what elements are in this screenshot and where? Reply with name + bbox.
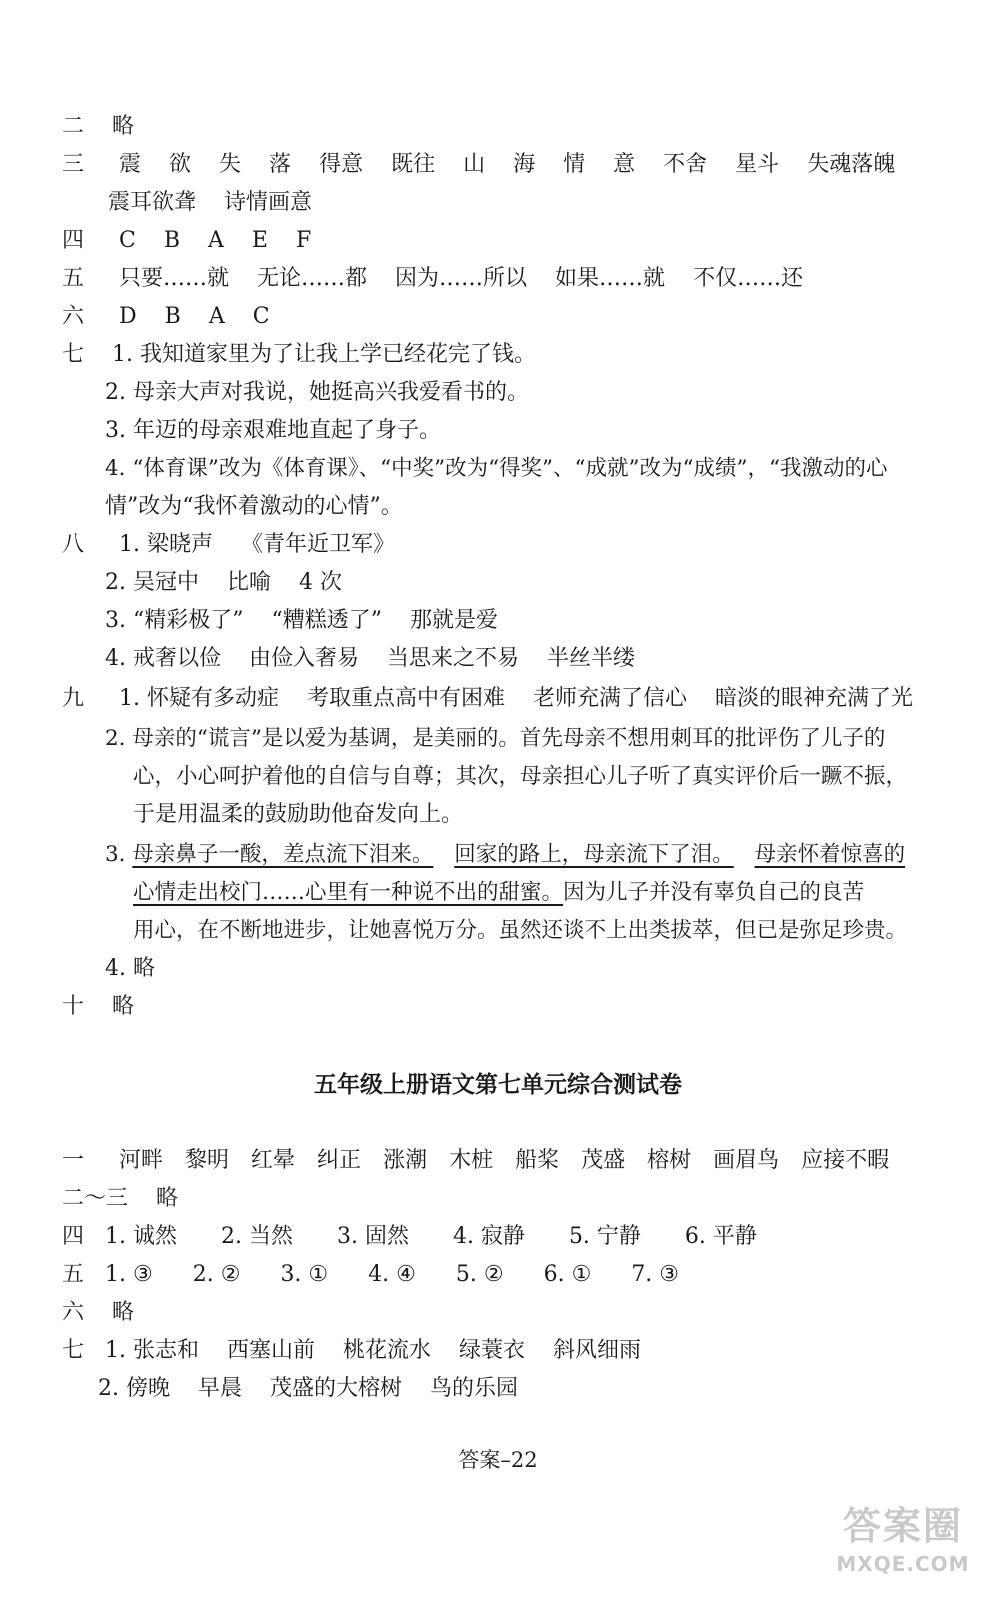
q8-line4 (105, 644, 635, 674)
watermark-text: 答案圈 (842, 1504, 963, 1548)
q9-line2a: 2. 母亲的“谎言”是以爱为基调，是美丽的。首先母亲不想用刺耳的批评伤了儿子的 (105, 726, 886, 751)
q10-line (62, 992, 134, 1022)
q-label: 四 (62, 228, 85, 253)
answer: 老师充满了信心 (533, 686, 688, 711)
q7-line4b: 情”改为“我怀着激动的心情”。 (105, 494, 403, 519)
answer: 比喻 (226, 570, 271, 595)
answer: 欲 (169, 152, 192, 177)
page-number: 答案–22 (458, 1448, 538, 1472)
answer: 只要……就 (119, 266, 230, 291)
q-label: 七 (62, 342, 85, 367)
section-title: 五年级上册语文第七单元综合测试卷 (314, 1072, 682, 1098)
answer: 6. 平静 (684, 1224, 757, 1249)
q-label: 六 (62, 1300, 85, 1325)
q9-line2b: 心，小心呵护着他的自信与自尊；其次，母亲担心儿子听了真实评价后一蹶不振， (133, 764, 908, 789)
q9-line1 (62, 684, 913, 714)
answer: 略 (112, 994, 135, 1019)
s2-q6-line (62, 1298, 134, 1328)
answer: 山 (463, 152, 486, 177)
q4-line (62, 226, 311, 256)
answer: 斜风细雨 (553, 1338, 642, 1363)
s2-q1-line (62, 1146, 889, 1176)
s2-q7-line2 (98, 1374, 518, 1404)
watermark-url: MXQE.COM (836, 1552, 970, 1576)
q9-line3c: 用心，在不断地进步，让她喜悦万分。虽然还谈不上出类拔萃，但已是弥足珍贵。 (133, 918, 908, 943)
answer: “糟糕透了” (271, 608, 382, 633)
q3-line2 (108, 188, 312, 218)
answer: F (295, 228, 312, 253)
answer: 暗淡的眼神充满了光 (715, 686, 914, 711)
answer: 略 (112, 1300, 135, 1325)
underlined-sentence: 母亲怀着惊喜的 (754, 842, 906, 867)
q-label: 八 (62, 532, 85, 557)
watermark-logo (828, 1500, 978, 1590)
answer: 6. ① (543, 1262, 592, 1287)
answer: 船桨 (515, 1148, 560, 1173)
q-label: 二～三 (62, 1186, 129, 1211)
answer: 红晕 (251, 1148, 296, 1173)
answer: 绿蓑衣 (459, 1338, 526, 1363)
answer: 不仅……还 (693, 266, 804, 291)
answer: 茂盛 (581, 1148, 626, 1173)
answer: 失魂落魄 (807, 152, 896, 177)
answer: C (119, 228, 136, 253)
q-label: 十 (62, 994, 85, 1019)
answer: 早晨 (197, 1376, 242, 1401)
q-label: 四 (62, 1224, 85, 1249)
q-label: 五 (62, 266, 85, 291)
answer: 考取重点高中有困难 (306, 686, 505, 711)
answer: 3. 固然 (336, 1224, 409, 1249)
answer: B (164, 304, 181, 329)
answer: B (163, 228, 181, 253)
answer: 1. 梁晓声 (119, 532, 213, 557)
answer: 意 (613, 152, 636, 177)
answer: 2. 吴冠中 (105, 570, 199, 595)
answer: 5. 宁静 (568, 1224, 641, 1249)
answer: 落 (269, 152, 292, 177)
answer: 因为……所以 (395, 266, 528, 291)
answer: 5. ② (455, 1262, 504, 1287)
q-label: 二 (62, 114, 85, 139)
q9-line3a (105, 840, 905, 870)
answer: C (252, 304, 270, 329)
q7-line3: 3. 年迈的母亲艰难地直起了身子。 (105, 418, 441, 443)
answer: 3. “精彩极了” (105, 608, 244, 633)
underlined-sentence: 母亲鼻子一酸，差点流下泪来。 (132, 842, 434, 867)
q8-line1 (62, 530, 395, 560)
q6-line (62, 302, 270, 332)
answer: 1. 怀疑有多动症 (119, 686, 279, 711)
q7-line2: 2. 母亲大声对我说，她挺高兴我爱看书的。 (105, 380, 529, 405)
answer: 1. ③ (105, 1262, 153, 1287)
answer: 那就是爱 (409, 608, 498, 633)
answer: 当思来之不易 (387, 646, 520, 671)
answer: 失 (219, 152, 242, 177)
answer: 震耳欲聋 (108, 190, 197, 215)
answer: 2. 当然 (220, 1224, 293, 1249)
answer: 情 (563, 152, 586, 177)
answer: 桃花流水 (343, 1338, 432, 1363)
answer: 2. ② (192, 1262, 241, 1287)
q7-line1 (62, 340, 536, 370)
answer: 无论……都 (257, 266, 368, 291)
answer: 4. 戒奢以俭 (105, 646, 221, 671)
q9-line2c: 于是用温柔的鼓励助他奋发向上。 (133, 802, 464, 827)
answer: 3. ① (280, 1262, 329, 1287)
answer: 榕树 (647, 1148, 692, 1173)
q-label: 五 (62, 1262, 85, 1287)
q3-line (62, 150, 895, 180)
q-label: 一 (62, 1148, 85, 1173)
s2-q7-line1 (62, 1336, 641, 1366)
answer: 既往 (391, 152, 436, 177)
answer: 7. ③ (631, 1262, 680, 1287)
answer: 震 (119, 152, 142, 177)
answer: 4. ④ (368, 1262, 416, 1287)
q9-line3b (133, 878, 864, 908)
answer: 略 (112, 114, 135, 139)
answer: 黎明 (185, 1148, 230, 1173)
answer: 星斗 (735, 152, 780, 177)
q9-line4: 4. 略 (105, 956, 155, 981)
underlined-sentence: 心情走出校门……心里有一种说不出的甜蜜。 (133, 880, 564, 905)
answer-num: 3. (105, 842, 126, 867)
q7-line4a: 4. “体育课”改为《体育课》、“中奖”改为“得奖”、“成就”改为“成绩”，“我激动的心 (105, 456, 888, 481)
answer: 1. 张志和 (105, 1338, 199, 1363)
answer: 1. 我知道家里为了让我上学已经花完了钱。 (112, 342, 536, 367)
answer: 4 次 (299, 570, 342, 595)
answer: D (119, 304, 137, 329)
answer: 西塞山前 (226, 1338, 315, 1363)
answer: 如果……就 (555, 266, 666, 291)
s2-q2-3-line (62, 1184, 178, 1214)
answer: 茂盛的大榕树 (270, 1376, 403, 1401)
answer: 纠正 (317, 1148, 362, 1173)
answer: 略 (156, 1186, 179, 1211)
answer: 应接不暇 (801, 1148, 890, 1173)
q8-line2 (105, 568, 342, 598)
q-label: 七 (62, 1338, 85, 1363)
answer: 画眉鸟 (713, 1148, 780, 1173)
answer: 得意 (319, 152, 364, 177)
answer: 木桩 (449, 1148, 494, 1173)
answer: 不舍 (663, 152, 708, 177)
answer: 因为儿子并没有辜负自己的良苦 (563, 880, 865, 905)
answer: 《青年近卫军》 (240, 532, 395, 557)
answer: 海 (513, 152, 536, 177)
answer: 2. 傍晚 (98, 1376, 170, 1401)
answer: 河畔 (119, 1148, 164, 1173)
answer: 1. 诚然 (105, 1224, 177, 1249)
q2-line (62, 112, 134, 142)
q-label: 三 (62, 152, 85, 177)
answer: 4. 寂静 (452, 1224, 525, 1249)
q8-line3 (105, 606, 498, 636)
answer: 半丝半缕 (547, 646, 636, 671)
answer: 诗情画意 (224, 190, 313, 215)
q-label: 九 (62, 686, 85, 711)
s2-q4-line (62, 1222, 757, 1252)
answer: 由俭入奢易 (248, 646, 359, 671)
q-label: 六 (62, 304, 85, 329)
answer: 涨潮 (383, 1148, 428, 1173)
q5-line (62, 264, 803, 294)
underlined-sentence: 回家的路上，母亲流下了泪。 (454, 842, 734, 867)
answer: E (251, 228, 268, 253)
answer: 鸟的乐园 (430, 1376, 519, 1401)
s2-q5-line (62, 1260, 679, 1290)
answer: A (208, 228, 224, 253)
answer: A (208, 304, 225, 329)
